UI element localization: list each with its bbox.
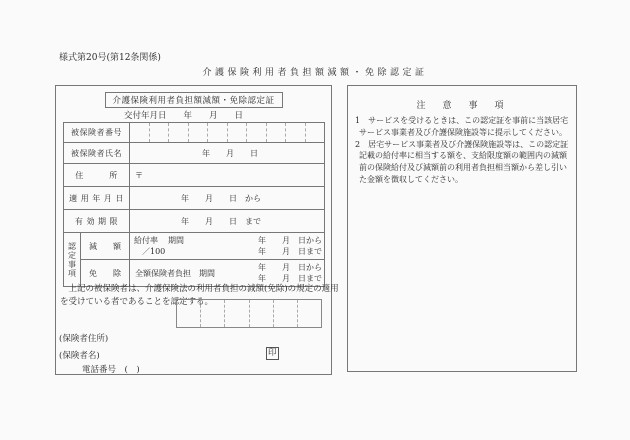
exemption-text: 全額保険者負担 期間 — [135, 269, 215, 278]
notes-body — [355, 115, 570, 186]
insured-number-digit-cells — [130, 123, 324, 142]
seal-mark: 印 — [268, 348, 277, 358]
address-label: 住 所 — [64, 164, 130, 186]
note-line: 2 居宅サービス事業者及び介護保険施設等は、この認定証 — [355, 139, 569, 149]
insured-name-label: 被保険者氏名 — [64, 143, 130, 163]
certification-statement-line2: を受けている者であることを認定する。 — [60, 297, 214, 307]
table-row-apply-date — [64, 186, 324, 209]
reduction-content — [130, 233, 324, 259]
certificate-table — [63, 122, 325, 287]
benefit-rate-label: 給付率 — [134, 236, 158, 245]
document-title: 介護保険利用者負担額減額・免除認定証 — [202, 68, 428, 78]
exemption-row — [81, 259, 324, 286]
reduction-label: 減 額 — [81, 233, 130, 259]
note-line: 1 サービスを受けるときは、この認定証を事前に当該居宅 — [355, 116, 569, 125]
reduction-period-label: 期間 — [168, 236, 184, 245]
notes-title: 注 意 事 項 — [416, 101, 508, 111]
apply-date-label: 適 用 年 月 日 — [64, 187, 130, 209]
insured-name-field: 年 月 日 — [202, 148, 258, 158]
benefit-rate-fraction: ／100 — [142, 247, 166, 256]
table-row-insured-name — [64, 142, 324, 163]
phone-number-label: 電話番号 ( ) — [82, 365, 140, 375]
table-row-address — [64, 163, 324, 186]
insured-number-field — [130, 123, 324, 142]
valid-until-label: 有 効 期 限 — [64, 210, 130, 232]
note-line: た金額を徴収してください。 — [359, 174, 463, 184]
reduction-period-dates — [258, 235, 322, 257]
reduction-from-line: 年 月 日から — [258, 236, 322, 245]
date-stamp-box — [176, 299, 322, 328]
note-line: 記載の給付率に相当する額を、支給限度額の範囲内の減額 — [359, 151, 567, 161]
issue-date-line: 交付年月日 年 月 日 — [124, 111, 244, 121]
note-line: 前の保険給付及び減額前の利用者負担相当額から差し引い — [359, 163, 567, 173]
exemption-label: 免 除 — [81, 260, 130, 286]
table-row-certification-matters — [64, 232, 324, 286]
reduction-row — [81, 233, 324, 259]
certificate-panel — [55, 85, 339, 375]
reduction-to-line: 年 月 日まで — [258, 247, 322, 256]
valid-until-field: 年 月 日 まで — [181, 216, 261, 226]
form-number-label: 様式第20号(第12条関係) — [59, 53, 161, 63]
table-row-insured-number — [64, 123, 324, 142]
apply-date-field: 年 月 日 から — [181, 193, 261, 203]
exemption-from-line: 年 月 日から — [258, 263, 322, 272]
insurer-address-label: (保険者住所) — [59, 334, 109, 344]
exemption-to-line: 年 月 日まで — [258, 274, 322, 283]
exemption-period-dates — [258, 262, 322, 284]
table-row-valid-until — [64, 209, 324, 232]
notes-panel — [347, 85, 577, 372]
certificate-boxed-title: 介護保険利用者負担額減額・免除認定証 — [104, 92, 282, 108]
insurer-name-label: (保険者名) — [59, 351, 100, 361]
certification-matters-label: 認定事項 — [64, 233, 81, 286]
insured-number-label: 被保険者番号 — [64, 123, 130, 142]
address-field: 〒 — [135, 170, 143, 180]
certification-statement-line1: 上記の被保険者は、介護保険法の利用者負担の減額(免除)の規定の適用 — [60, 284, 339, 294]
note-line: サービス事業者及び介護保険施設等に提示してください。 — [359, 127, 567, 137]
